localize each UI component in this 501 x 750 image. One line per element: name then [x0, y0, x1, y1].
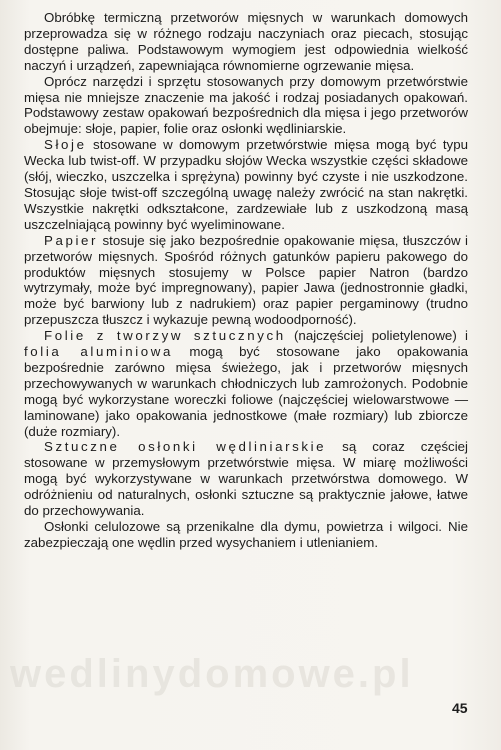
paragraph-3	[24, 137, 468, 232]
term-sloje: Słoje	[44, 137, 87, 153]
paragraph-4	[24, 233, 468, 328]
paragraph-7	[24, 519, 468, 551]
term-folie: Folie z tworzyw sztucznych	[44, 328, 286, 344]
page-number: 45	[452, 700, 468, 716]
paragraph-1	[24, 10, 468, 74]
paragraph-1-text: Obróbkę termiczną przetworów mięsnych w warunkach domowych przeprowadza się w różnego rodzaju naczyniach oraz piecach, stosując dostępne paliwa. Podstawowym wymogiem jest odpowiednia wielkość naczyń i urządzeń, zapewniająca równomierne ogrzewanie mięsa.	[24, 10, 468, 73]
paragraph-3-text: stosowane w domowym przetwórstwie mięsa mogą być typu Wecka lub twist-off. W przypadku słojów Wecka wszystkie części składowe (słój, wieczko, uszczelka i sprężyna) powinny być czyste i nie uszkodzone. Stosując słoje twist-off szczególną uwagę należy zwrócić na stan nakrętki. Wszystkie nakrętki odkształcone, zardzewiałe lub z uszkodzoną masą uszczelniającą powinny być wyeliminowane.	[24, 137, 468, 232]
term-folia-aluminiowa: folia aluminiowa	[24, 344, 173, 360]
paragraph-5	[24, 328, 468, 439]
paragraph-6	[24, 439, 468, 519]
paragraph-5-text-b: mogą być stosowane jako opakowania bezpośrednie zarówno mięsa świeżego, jak i przetworów mięsnych przechowywanych w warunkach chłodniczych lub zamrożonych. Podobnie mogą być wykorzystane woreczki foliowe (najczęściej wielowarstwowe — laminowane) jako opakowania jednostkowe (małe rozmiary) lub zbiorcze (duże rozmiary).	[24, 344, 468, 439]
paragraph-2-text: Oprócz narzędzi i sprzętu stosowanych przy domowym przetwórstwie mięsa nie mniejsze znaczenie ma jakość i rodzaj posiadanych opakowań. Podstawowy zestaw opakowań bezpośrednich dla mięsa i jego przetworów obejmuje: słoje, papier, folie oraz osłonki wędliniarskie.	[24, 73, 468, 137]
paragraph-6-text: są coraz częściej stosowane w przemysłowym przetwórstwie mięsa. W miarę możliwości mogą być wykorzystywane w warunkach przetwórstwa domowego. W odróżnieniu od naturalnych, osłonki sztuczne są praktycznie jałowe, łatwe do przechowywania.	[24, 439, 469, 519]
paragraph-7-text: Osłonki celulozowe są przenikalne dla dymu, powietrza i wilgoci. Nie zabezpieczają one wędlin przed wysychaniem i utlenianiem.	[24, 519, 468, 550]
term-papier: Papier	[44, 232, 99, 248]
watermark: wedlinydomowe.pl	[10, 652, 414, 696]
body-text	[24, 10, 468, 551]
paragraph-2	[24, 74, 468, 138]
paragraph-5-text-a: (najczęściej polietylenowe) i	[285, 328, 468, 344]
term-sztuczne-oslonki: Sztuczne osłonki wędliniarskie	[44, 439, 327, 455]
paragraph-4-text: stosuje się jako bezpośrednie opakowanie mięsa, tłuszczów i przetworów mięsnych. Spośród różnych gatunków papieru pakowego do produktów mięsnych stosujemy w Polsce papier Natron (bardzo wytrzymały, może być impregnowany), papier Jawa (jednostronnie gładki, może być barwiony lub z nadrukiem) oraz papier pergaminowy (trudno przepuszcza tłuszcz i wykazuje pewną wodoodporność).	[24, 232, 468, 328]
